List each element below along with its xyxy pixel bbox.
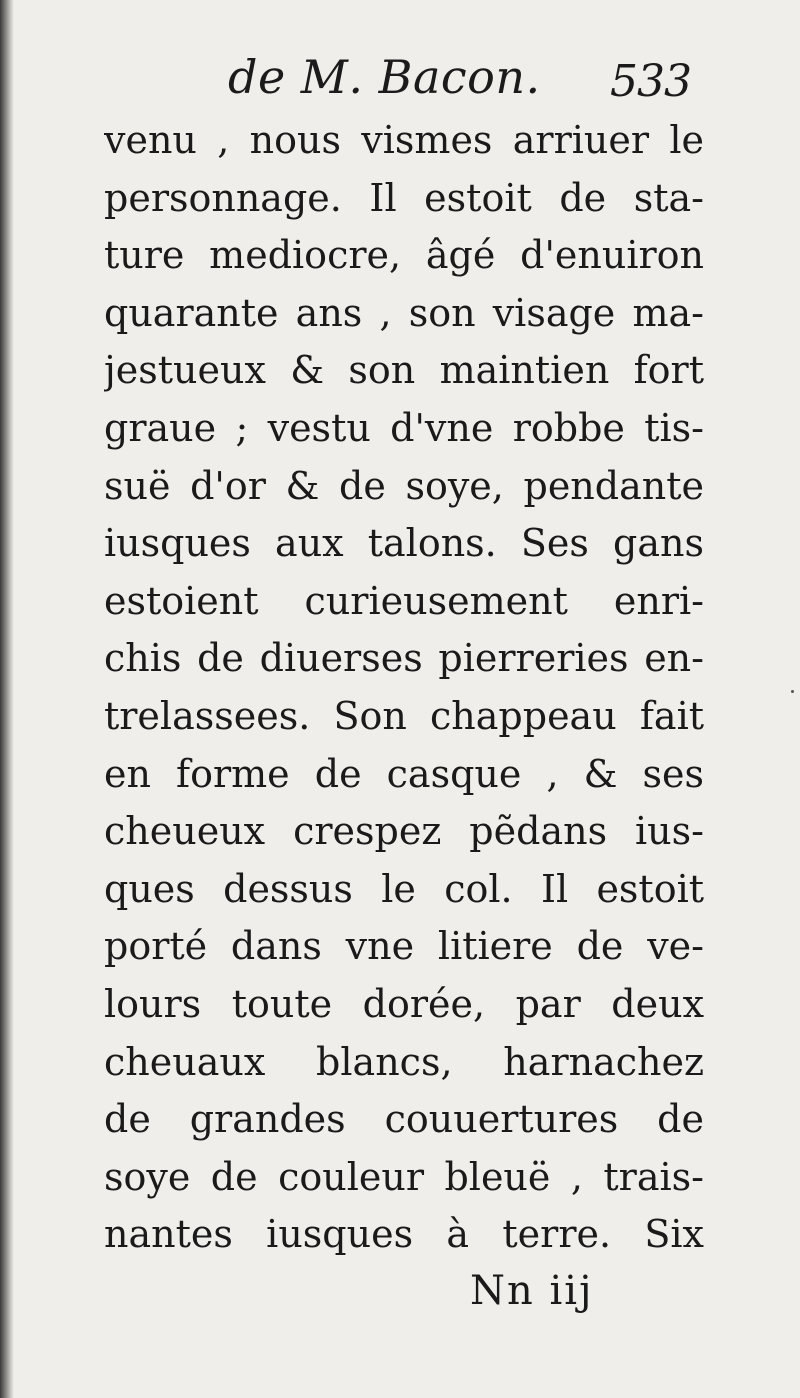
text-line: cheuaux blancs, harnachez (104, 1039, 704, 1084)
page-number: 533 (610, 56, 691, 107)
text-line: jestueux & son maintien fort (104, 348, 704, 393)
text-line: ques dessus le col. Il estoit (104, 866, 704, 911)
text-line: lours toute dorée, par deux (104, 981, 704, 1026)
signature-mark: Nn iij (470, 1268, 594, 1314)
binding-shadow (0, 0, 14, 1398)
text-line: porté dans vne litiere de ve- (104, 924, 704, 969)
text-line: suë d'or & de soye, pendante (104, 463, 704, 508)
text-line: personnage. Il estoit de sta- (104, 175, 704, 220)
text-line: chis de diuerses pierreries en- (104, 636, 704, 681)
text-line: ture mediocre, âgé d'enuiron (104, 233, 704, 278)
text-line: cheueux crespez pẽdans ius- (104, 809, 704, 854)
text-line: trelassees. Son chappeau fait (104, 693, 704, 738)
text-line: quarante ans , son visage ma- (104, 290, 704, 335)
text-line: iusques aux talons. Ses gans (104, 521, 704, 566)
text-line: estoient curieusement enri- (104, 578, 704, 623)
text-block (104, 112, 704, 1264)
text-line: soye de couleur bleuë , trais- (104, 1154, 704, 1199)
text-line: graue ; vestu d'vne robbe tis- (104, 405, 704, 450)
text-line: de grandes couuertures de (104, 1097, 704, 1142)
text-line: nantes iusques à terre. Six (104, 1212, 704, 1257)
text-line: en forme de casque , & ses (104, 751, 704, 796)
page-header (0, 44, 800, 114)
text-line: venu , nous vismes arriuer le (104, 118, 704, 162)
ink-speck (791, 690, 794, 693)
running-head: de M. Bacon. (228, 50, 541, 104)
